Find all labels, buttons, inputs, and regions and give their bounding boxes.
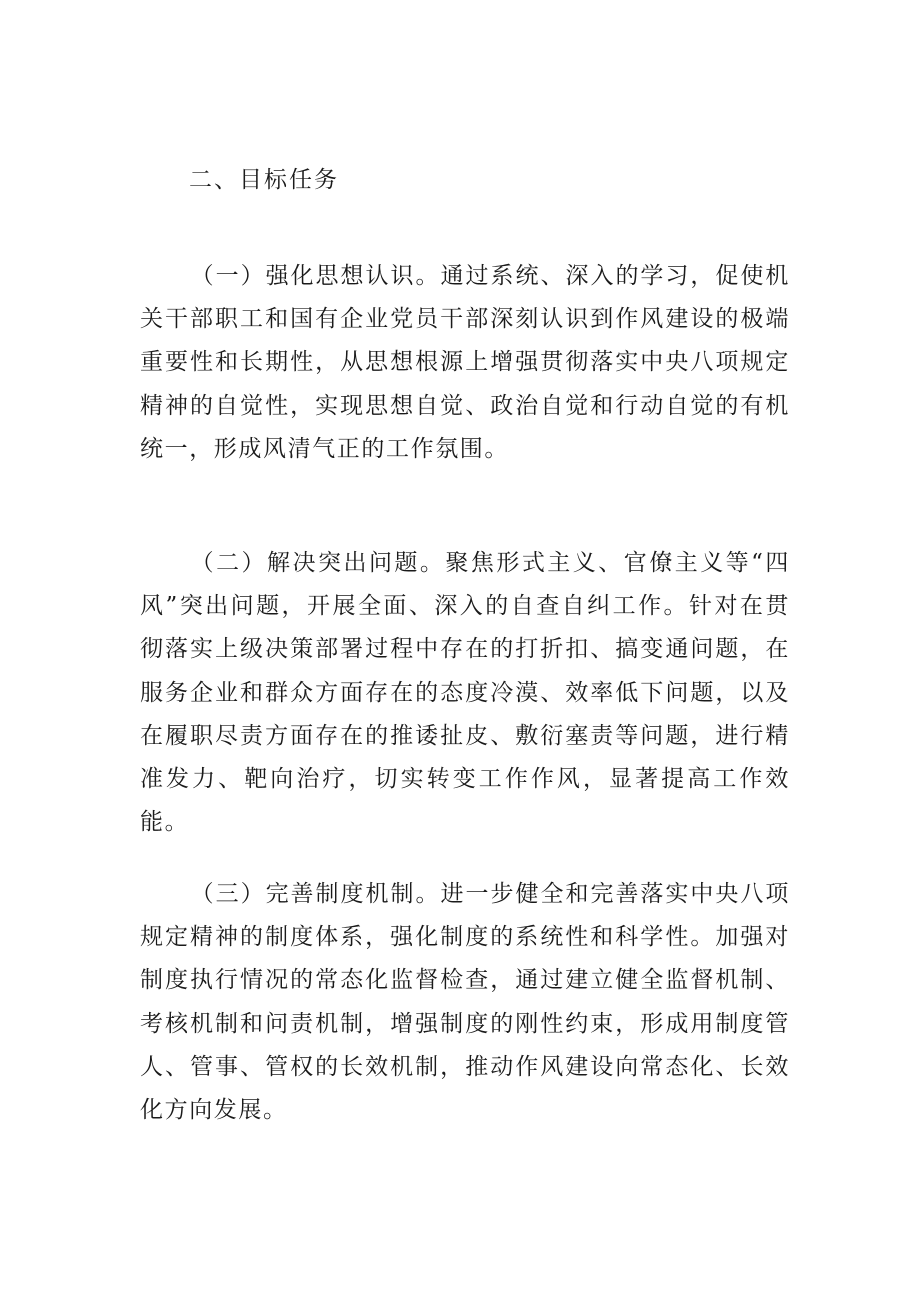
section-heading: 二、目标任务 <box>189 167 339 193</box>
paragraph-strengthen-awareness: （一）强化思想认识。通过系统、深入的学习，促使机关干部职工和国有企业党员干部深刻认识到作风建设的极端重要性和长期性，从思想根源上增强贯彻落实中央八项规定精神的自觉性，实现思想自觉、政治自觉和行动自觉的有机统一，形成风清气正的工作氛围。 <box>140 263 790 462</box>
paragraph-solve-problems: （二）解决突出问题。聚焦形式主义、官僚主义等“四风”突出问题，开展全面、深入的自查自纠工作。针对在贯彻落实上级决策部署过程中存在的打折扣、搞变通问题，在服务企业和群众方面存在的态度冷漠、效率低下问题，以及在履职尽责方面存在的推诿扯皮、敷衍塞责等问题，进行精准发力、靶向治疗，切实转变工作作风，显著提高工作效能。 <box>140 550 790 836</box>
paragraph-improve-mechanisms: （三）完善制度机制。进一步健全和完善落实中央八项规定精神的制度体系，强化制度的系统性和科学性。加强对制度执行情况的常态化监督检查，通过建立健全监督机制、考核机制和问责机制，增强制度的刚性约束，形成用制度管人、管事、管权的长效机制，推动作风建设向常态化、长效化方向发展。 <box>140 881 790 1124</box>
